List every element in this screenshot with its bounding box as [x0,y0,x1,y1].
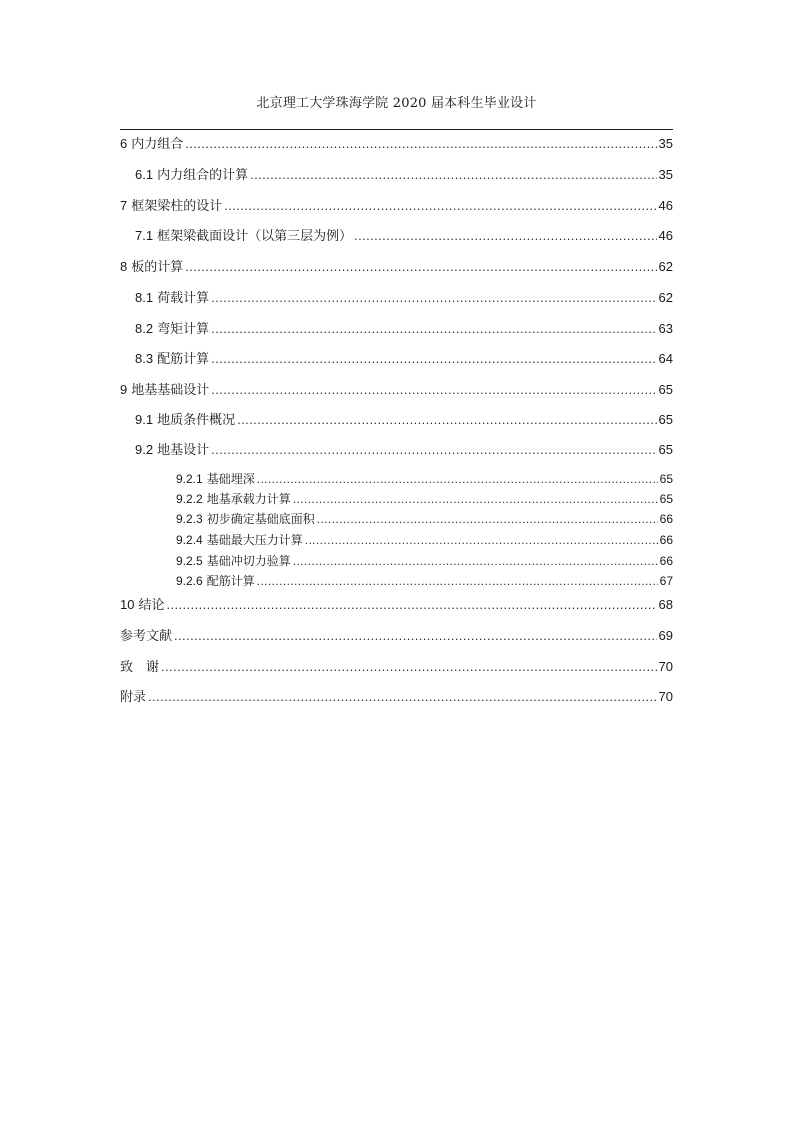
toc-entry-page: 68 [658,597,673,612]
toc-entry-title: 基础埋深 [206,472,255,486]
toc-entry-number: 10 [120,597,135,612]
toc-entry-8-3[interactable] [135,352,673,366]
toc-entry-9-2-4[interactable] [176,534,673,546]
toc-leader-dots [354,229,656,242]
toc-entry-number: 6.1 [135,167,154,182]
toc-leader-dots [257,575,658,587]
toc-entry-title: 板的计算 [131,260,184,275]
toc-entry-number: 9 [120,382,128,397]
toc-entry-number: 9.2.5 [176,554,203,568]
toc-entry-number: 7.1 [135,228,154,243]
toc-entry-page: 66 [659,533,673,547]
toc-entry-title: 荷载计算 [157,291,210,306]
toc-entry-8-2[interactable] [135,322,673,336]
toc-entry-page: 70 [658,689,673,704]
toc-entry-8[interactable] [120,260,673,274]
toc-entry-page: 65 [659,472,673,486]
toc-entry-title: 初步确定基础底面积 [206,512,315,526]
toc-entry-title: 框架梁截面设计（以第三层为例） [157,229,353,244]
toc-entry-9-2-6[interactable] [176,575,673,587]
toc-entry-page: 65 [659,492,673,506]
toc-entry-number: 6 [120,136,128,151]
toc-entry-10[interactable] [120,598,673,612]
toc-entry-acknowledgements[interactable] [120,660,673,674]
toc-leader-dots [317,513,658,525]
toc-entry-page: 66 [659,554,673,568]
toc-entry-9-1[interactable] [135,413,673,427]
toc-entry-number: 9.2.3 [176,512,203,526]
toc-leader-dots [257,473,658,485]
page-header-title: 北京理工大学珠海学院 2020 届本科生毕业设计 [256,96,537,111]
toc-entry-references[interactable] [120,629,673,643]
toc-entry-title: 地基承载力计算 [206,492,291,506]
toc-entry-appendix[interactable] [120,690,673,704]
toc-entry-number: 8 [120,259,128,274]
toc-entry-page: 69 [658,628,673,643]
toc-entry-page: 64 [658,351,673,366]
toc-leader-dots [211,443,656,456]
toc-entry-title: 基础最大压力计算 [206,533,303,547]
toc-entry-number: 9.2.2 [176,492,203,506]
toc-entry-title: 地基设计 [157,443,210,458]
toc-entry-title: 弯矩计算 [157,322,210,337]
toc-leader-dots [174,629,657,642]
toc-leader-dots [237,413,656,426]
toc-leader-dots [148,690,657,703]
toc-entry-page: 66 [659,512,673,526]
toc-entry-page: 35 [658,167,673,182]
toc-entry-number: 8.1 [135,290,154,305]
toc-leader-dots [224,199,656,212]
toc-entry-title: 配筋计算 [206,574,255,588]
toc-entry-page: 62 [658,259,673,274]
toc-entry-9-2-3[interactable] [176,513,673,525]
toc-entry-title: 参考文献 [120,629,173,644]
toc-entry-page: 65 [658,382,673,397]
toc-entry-title: 地质条件概况 [157,413,236,428]
toc-entry-number: 9.2.6 [176,574,203,588]
toc-entry-page: 65 [658,442,673,457]
toc-leader-dots [211,291,656,304]
toc-entry-8-1[interactable] [135,291,673,305]
toc-entry-number: 9.2.1 [176,472,203,486]
toc-leader-dots [211,322,656,335]
toc-entry-9-2-5[interactable] [176,555,673,567]
toc-leader-dots [185,137,656,150]
toc-entry-number: 7 [120,198,128,213]
toc-entry-page: 65 [658,412,673,427]
toc-leader-dots [185,260,656,273]
toc-entry-title: 致 谢 [120,660,160,675]
toc-entry-title: 结论 [138,598,165,613]
toc-entry-9-2[interactable] [135,443,673,457]
toc-entry-7-1[interactable] [135,229,673,243]
toc-entry-title: 内力组合的计算 [157,168,249,183]
toc-entry-title: 框架梁柱的设计 [131,199,223,214]
toc-entry-number: 9.2 [135,442,154,457]
toc-entry-6-1[interactable] [135,168,673,182]
toc-leader-dots [250,168,656,181]
toc-entry-page: 67 [659,574,673,588]
toc-entry-page: 62 [658,290,673,305]
toc-entry-title: 基础冲切力验算 [206,554,291,568]
toc-entry-number: 8.3 [135,351,154,366]
toc-leader-dots [305,534,658,546]
toc-entry-page: 63 [658,321,673,336]
toc-entry-title: 附录 [120,690,147,705]
toc-entry-page: 46 [658,198,673,213]
toc-entry-9-2-2[interactable] [176,493,673,505]
toc-leader-dots [211,352,656,365]
toc-entry-page: 70 [658,659,673,674]
toc-entry-title: 地基基础设计 [131,383,210,398]
toc-entry-title: 内力组合 [131,137,184,152]
toc-leader-dots [293,555,658,567]
toc-entry-number: 8.2 [135,321,154,336]
toc-leader-dots [166,598,656,611]
toc-entry-number: 9.2.4 [176,533,203,547]
toc-leader-dots [161,660,657,673]
toc-entry-page: 35 [658,136,673,151]
toc-entry-number: 9.1 [135,412,154,427]
toc-entry-7[interactable] [120,199,673,213]
toc-entry-title: 配筋计算 [157,352,210,367]
toc-entry-9-2-1[interactable] [176,473,673,485]
toc-entry-9[interactable] [120,383,673,397]
toc-leader-dots [211,383,656,396]
toc-leader-dots [293,493,658,505]
toc-entry-6[interactable] [120,137,673,151]
toc-entry-page: 46 [658,228,673,243]
